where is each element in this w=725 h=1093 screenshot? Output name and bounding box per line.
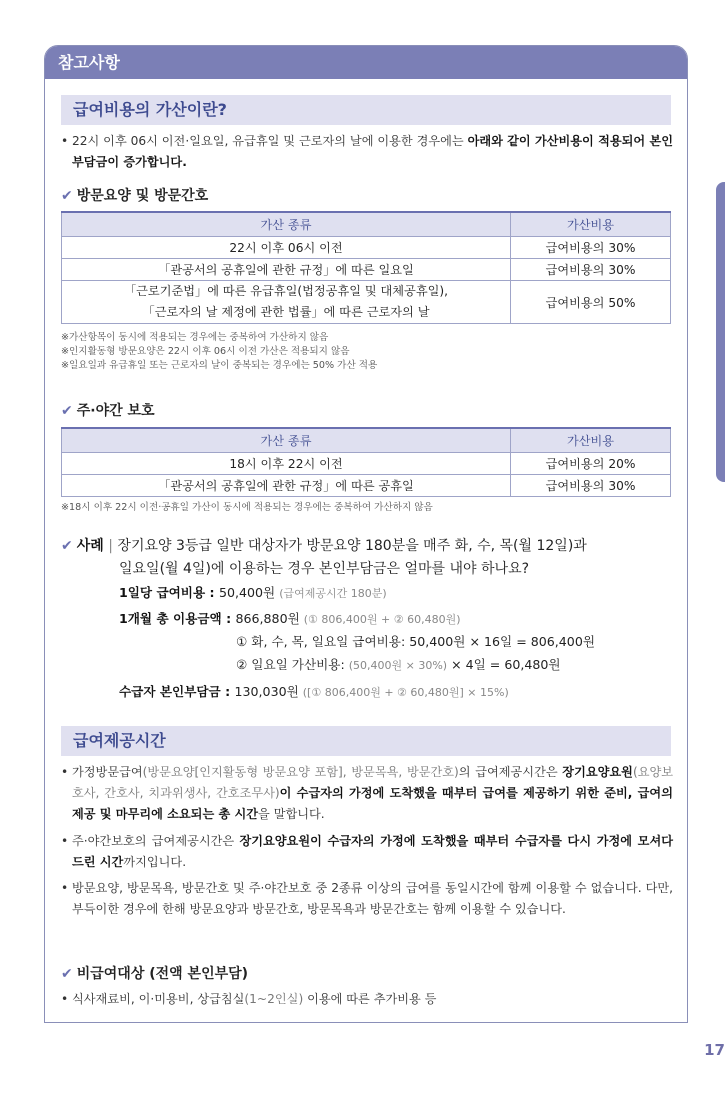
- table-cell: 「관공서의 공휴일에 관한 규정」에 따른 일요일: [62, 259, 511, 281]
- text: 의 급여제공시간은: [458, 765, 563, 779]
- monthly-label: 1개월 총 이용금액 :: [119, 611, 236, 626]
- col-header-cost: 가산비용: [511, 428, 671, 453]
- visit-care-notes: [61, 331, 377, 373]
- text: (방문요양[인지활동형 방문요양 포함], 방문목욕, 방문간호): [142, 765, 459, 779]
- check-icon: ✔: [61, 403, 73, 419]
- example-question: [61, 535, 681, 557]
- self-pay-note: ([① 806,400원 + ② 60,480원] × 15%): [302, 686, 509, 699]
- day-night-note: ※18시 이후 22시 이전·공휴일 가산이 동시에 적용되는 경우에는 중복하여 가산하지 않음: [61, 502, 433, 513]
- text: (1~2인실): [244, 992, 304, 1006]
- example-calc2: [236, 655, 561, 676]
- col-header-kind: 가산 종류: [62, 212, 511, 237]
- monthly-note: (① 806,400원 + ② 60,480원): [303, 613, 461, 626]
- calc2-note: (50,400원 × 30%): [348, 659, 448, 672]
- box-header: 참고사항: [45, 46, 687, 79]
- day-night-table: [61, 427, 671, 497]
- daily-value: 50,400원: [218, 585, 280, 600]
- bullet-dot: •: [61, 881, 69, 895]
- self-pay-value: 130,030원: [234, 684, 303, 699]
- table-cell: 18시 이후 22시 이전: [62, 453, 511, 475]
- text: 식사재료비, 이·미용비, 상급침실: [72, 992, 245, 1006]
- monthly-value: 866,880원: [235, 611, 304, 626]
- example-daily: [119, 583, 387, 604]
- table-cell: 급여비용의 50%: [511, 281, 671, 324]
- daily-label: 1일당 급여비용 :: [119, 585, 219, 600]
- service-time-bullet-2: [63, 831, 673, 873]
- text: 이 수급자의 가정에 도착했을 때부터 급여를 제공하기 위한 준비, 급여의 제공 및 마무리에 소요되는 총 시간: [72, 786, 673, 821]
- visit-care-table: [61, 211, 671, 324]
- text: 방문요양, 방문목욕, 방문간호 및 주·야간보호 중 2종류 이상의 급여를 동일시간에 함께 이용할 수 없습니다. 다만, 부득이한 경우에 한해 방문요양과 방문간호, 방문목욕과 방문간호는 함께 이용할 수 있습니다.: [72, 881, 673, 916]
- table-row: [62, 475, 671, 497]
- day-night-title: 주·야간 보호: [76, 403, 155, 419]
- table-cell: 급여비용의 30%: [511, 259, 671, 281]
- example-question-line2: 일요일(월 4일)에 이용하는 경우 본인부담금은 얼마를 내야 하나요?: [119, 561, 530, 577]
- surcharge-bullet: [63, 131, 673, 173]
- check-icon: ✔: [61, 188, 73, 204]
- col-header-kind: 가산 종류: [62, 428, 511, 453]
- self-pay-label: 수급자 본인부담금 :: [119, 684, 235, 699]
- table-row: [62, 237, 671, 259]
- table-cell-line: 「근로자의 날 제정에 관한 법률」에 따른 근로자의 날: [142, 305, 430, 319]
- check-icon: ✔: [61, 966, 73, 982]
- non-covered-title: 비급여대상 (전액 본인부담): [76, 966, 249, 982]
- note: ※일요일과 유급휴일 또는 근로자의 날이 중복되는 경우에는 50% 가산 적용: [61, 360, 378, 371]
- text: 을 말합니다.: [258, 807, 325, 821]
- text: 주·야간보호의 급여제공시간은: [72, 834, 240, 848]
- visit-care-heading: [61, 185, 208, 205]
- reference-box: [44, 45, 688, 1023]
- example-label: 사례: [76, 538, 104, 554]
- section-title-surcharge: 급여비용의 가산이란?: [61, 95, 671, 125]
- text: 이용에 따른 추가비용 등: [303, 992, 437, 1006]
- note: ※인지활동형 방문요양은 22시 이후 06시 이전 가산은 적용되지 않음: [61, 346, 350, 357]
- table-cell: [62, 281, 511, 324]
- check-icon: ✔: [61, 538, 73, 554]
- bullet-bold-text: 아래와 같이 가산비용이 적용되어 본인부담금이 증가합니다.: [72, 134, 673, 169]
- table-row: [62, 259, 671, 281]
- service-time-bullet-1: [63, 762, 673, 825]
- day-night-heading: [61, 400, 155, 420]
- table-cell: 급여비용의 30%: [511, 237, 671, 259]
- table-row: [62, 453, 671, 475]
- example-question-line1: 장기요양 3등급 일반 대상자가 방문요양 180분을 매주 화, 수, 목(월 12일)과: [117, 538, 587, 554]
- text: 까지입니다.: [123, 855, 187, 869]
- calc2-result: × 4일 = 60,480원: [447, 657, 561, 672]
- bullet-dot: •: [61, 992, 69, 1006]
- note: ※가산항목이 동시에 적용되는 경우에는 중복하여 가산하지 않음: [61, 332, 329, 343]
- table-cell: 「관공서의 공휴일에 관한 규정」에 따른 공휴일: [62, 475, 511, 497]
- daily-note: (급여제공시간 180분): [279, 587, 387, 600]
- table-cell: 22시 이후 06시 이전: [62, 237, 511, 259]
- col-header-cost: 가산비용: [511, 212, 671, 237]
- bullet-text: 22시 이후 06시 이전·일요일, 유급휴일 및 근로자의 날에 이용한 경우에는: [72, 134, 468, 148]
- side-tab: [716, 182, 725, 482]
- bullet-dot: •: [61, 134, 69, 148]
- table-row: [62, 281, 671, 324]
- visit-care-title: 방문요양 및 방문간호: [76, 188, 209, 204]
- non-covered-bullet: [63, 989, 673, 1010]
- bullet-dot: •: [61, 765, 69, 779]
- text: (요양보호사, 간호사, 치과위생사, 간호조무사): [72, 765, 674, 800]
- non-covered-heading: [61, 963, 248, 983]
- example-calc1: ① 화, 수, 목, 일요일 급여비용: 50,400원 × 16일 = 806,400원: [236, 634, 596, 649]
- bullet-dot: •: [61, 834, 69, 848]
- text: 장기요양요원: [562, 765, 633, 779]
- text: 장기요양요원이 수급자의 가정에 도착했을 때부터 수급자를 다시 가정에 모셔다 드린 시간: [72, 834, 673, 869]
- table-cell: 급여비용의 20%: [511, 453, 671, 475]
- example-separator: |: [103, 538, 118, 554]
- text: 가정방문급여: [72, 765, 143, 779]
- service-time-bullet-3: [63, 878, 673, 920]
- section-title-service-time: 급여제공시간: [61, 726, 671, 756]
- table-cell-line: 「근로기준법」에 따른 유급휴일(법정공휴일 및 대체공휴일),: [123, 284, 449, 298]
- example-monthly: [119, 609, 461, 630]
- page-number: 17: [704, 1041, 725, 1059]
- table-cell: 급여비용의 30%: [511, 475, 671, 497]
- example-self-pay: [119, 682, 509, 703]
- calc2-label: ② 일요일 가산비용:: [236, 657, 349, 672]
